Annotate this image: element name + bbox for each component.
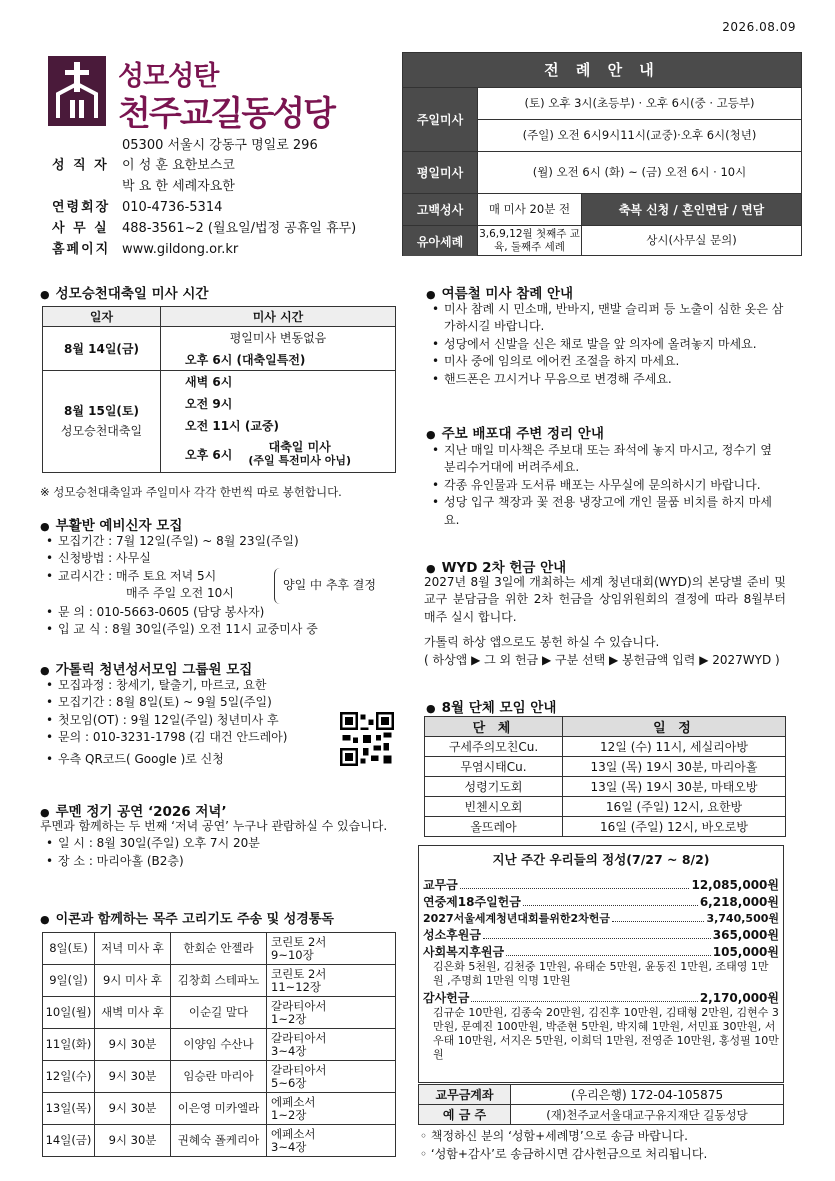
offer-detail-5: 김은화 5천원, 김천중 1만원, 유태순 5만원, 윤동진 1만원, 조태영 1만원 ,주명희 1만원 익명 1만원 (433, 960, 769, 988)
reading-chapter: 11~12장 (271, 979, 322, 994)
rosary-cell: 8일(토) (43, 933, 95, 965)
rosary-reading (267, 997, 396, 1029)
rosary-reading (267, 1125, 396, 1157)
rosary-cell: 이양임 수산나 (171, 1029, 267, 1061)
reading-book: 에페소서 (271, 1094, 316, 1109)
website-link[interactable]: www.gildong.or.kr (122, 242, 239, 257)
group-cell: 성령기도회 (425, 777, 563, 797)
weekday-mass: (월) 오전 6시 (화) ~ (금) 오전 6시 · 10시 (477, 152, 801, 193)
church-name: 천주교길동성당 (118, 94, 334, 134)
s2-line-3c: 양일 中 추후 결정 (274, 568, 376, 604)
offer-val-6: 2,170,000원 (699, 990, 779, 1005)
d2-time-c: 오전 11시 (교중) (161, 415, 396, 437)
offering-summary (418, 845, 784, 1083)
s4-line-1: • 일 시 : 8월 30일(주일) 오후 7시 20분 (46, 835, 400, 852)
s6-line-1: • 미사 참례 시 민소매, 반바지, 맨발 슬리퍼 등 노출이 심한 옷은 삼가하시길 바랍니다. (432, 301, 786, 336)
reading-chapter: 1~2장 (271, 1011, 307, 1026)
reading-chapter: 1~2장 (271, 1107, 307, 1122)
group-cell: 무염시태Cu. (425, 757, 563, 777)
s8-desc: 2027년 8월 3일에 개최하는 세계 청년대회(WYD)의 본당별 준비 및 교구 분담금을 위한 2차 헌금을 상임위원회의 결정에 따라 8월부터 매주 실시 합니다. (424, 575, 786, 624)
reading-book: 갈라티아서 (271, 998, 327, 1013)
s3-line-2: • 모집기간 : 8월 8일(토) ~ 9월 5일(주일) (46, 694, 346, 711)
s2-line-3b: 매주 주일 오전 10시 (126, 586, 234, 601)
d2-time-d: 오후 6시 (185, 447, 233, 462)
account-label: 교무금계좌 (419, 1085, 511, 1105)
rosary-cell: 9시 미사 후 (95, 965, 171, 997)
s2-line-4: • 문 의 : 010-5663-0605 (담당 봉사자) (46, 604, 406, 621)
s8-steps: ( 하상앱 ▶ 그 외 헌금 ▶ 구분 선택 ▶ 봉헌금액 입력 ▶ 2027WYD ) (424, 652, 780, 667)
offer-item-4: 성소후원금 (423, 928, 481, 942)
liturgy-schedule-box (402, 52, 802, 256)
council-label: 연령회장 (52, 200, 111, 215)
s5-title: ● 이콘과 함께하는 목주 고리기도 주송 및 성경통독 (40, 908, 334, 927)
rosary-cell: 임승란 마리아 (171, 1061, 267, 1093)
d2-time-b: 오전 9시 (161, 393, 396, 415)
reading-book: 갈라티아서 (271, 1062, 327, 1077)
infant-baptism-label: 유아세례 (403, 226, 477, 256)
s1-note: ※ 성모승천대축일과 주일미사 각각 한번씩 따로 봉헌합니다. (40, 485, 342, 499)
council-phone: 010-4736-5314 (122, 200, 223, 215)
d2-sub: 성모승천대축일 (60, 423, 143, 438)
s4-line-2: • 장 소 : 마리아홀 (B2층) (46, 853, 400, 870)
rosary-cell: 14일(금) (43, 1125, 95, 1157)
confession-time: 매 미사 20분 전 (477, 194, 581, 225)
reading-book: 코린토 2서 (271, 934, 327, 949)
title-small: 성모성탄 (118, 61, 219, 92)
s2-line-5: • 입 교 식 : 8월 30일(주일) 오전 11시 교중미사 중 (46, 621, 406, 638)
s8-title: ● WYD 2차 헌금 안내 (426, 556, 566, 576)
d1-date: 8월 14일(금) (43, 327, 161, 371)
rosary-reading (267, 965, 396, 997)
infant-baptism-time: 3,6,9,12월 첫째주 교육, 둘째주 세례 (477, 226, 581, 256)
group-cell: 13일 (목) 19시 30분, 마태오방 (563, 777, 786, 797)
s2-line-1: • 모집기간 : 7월 12일(주일) ~ 8월 23일(주일) (46, 533, 406, 550)
offer-val-5: 105,000원 (712, 945, 779, 959)
s2-line-2: • 신청방법 : 사무실 (46, 550, 406, 567)
account-note-2: ◦ ‘성함+감사’로 송금하시면 감사헌금으로 처리됩니다. (420, 1147, 708, 1161)
offer-item-3: 2027서울세계청년대회를위한2차헌금 (423, 912, 611, 925)
group-cell: 16일 (주일) 12시, 바오로방 (563, 817, 786, 837)
sunday-mass-label: 주일미사 (403, 88, 477, 151)
s8-app: 가톨릭 하상 앱으로도 봉헌 하실 수 있습니다. (424, 635, 660, 650)
offer-val-3: 3,740,500원 (706, 912, 779, 925)
rosary-cell: 9일(일) (43, 965, 95, 997)
table-row (425, 817, 786, 837)
s7-title: ● 주보 배포대 주변 정리 안내 (426, 422, 604, 442)
confession-label: 고백성사 (403, 194, 477, 225)
office-label: 사 무 실 (52, 221, 109, 236)
s7-line-3: • 성당 입구 책장과 꽃 전용 냉장고에 개인 물품 비치를 하지 마세요. (432, 494, 786, 529)
reading-book: 갈라티아서 (271, 1030, 327, 1045)
sunday-mass-sat: (토) 오후 3시(초등부) · 오후 6시(중 · 고등부) (477, 88, 801, 119)
s7-line-2: • 각종 유인물과 도서류 배포는 사무실에 문의하시기 바랍니다. (432, 477, 786, 494)
account-table (418, 1084, 784, 1125)
table-row (43, 933, 396, 965)
rosary-cell: 이순길 말다 (171, 997, 267, 1029)
offer-val-2: 6,218,000원 (699, 895, 779, 909)
rosary-cell: 9시 30분 (95, 1061, 171, 1093)
table-row (43, 1029, 396, 1061)
group-cell: 빈첸시오회 (425, 797, 563, 817)
s3-line-5: • 우측 QR코드( Google )로 신청 (46, 751, 346, 768)
sunday-mass-sun: (주일) 오전 6시9시11시(교중)·오후 6시(청년) (477, 119, 801, 151)
col-schedule: 일 정 (563, 717, 786, 737)
assumption-mass-table (42, 306, 396, 473)
d2-vigil: 대축일 미사 (268, 440, 331, 455)
d2-vigil-note: (주일 특전미사 아님) (248, 453, 352, 467)
s3-line-1: • 모집과정 : 창세기, 탈출기, 마르코, 요한 (46, 677, 346, 694)
priest-2: 박 요 한 세례자요한 (122, 179, 235, 194)
offer-val-1: 12,085,000원 (691, 878, 779, 892)
holder-name: (재)천주교서울대교구유지재단 길동성당 (511, 1105, 784, 1125)
rosary-cell: 김창희 스테파노 (171, 965, 267, 997)
rosary-reading (267, 1029, 396, 1061)
s7-line-1: • 지난 매일 미사책은 주보대 또는 좌석에 놓지 마시고, 정수기 옆 분리수거대에 버려주세요. (432, 442, 786, 477)
rosary-cell: 9시 30분 (95, 1093, 171, 1125)
table-row (425, 737, 786, 757)
address: 05300 서울시 강동구 명일로 296 (122, 138, 318, 153)
offer-val-4: 365,000원 (712, 928, 779, 942)
qr-code-icon[interactable] (340, 712, 394, 766)
s3-line-3: • 첫모임(OT) : 9월 12일(주일) 청년미사 후 (46, 712, 346, 729)
rosary-reading (267, 1061, 396, 1093)
consult-label: 축복 신청 / 혼인면담 / 면담 (581, 194, 801, 225)
weekday-mass-label: 평일미사 (403, 152, 477, 193)
rosary-cell: 권혜숙 폴케리아 (171, 1125, 267, 1157)
group-cell: 올뜨레아 (425, 817, 563, 837)
cross-church-logo-icon (48, 56, 106, 126)
table-row (43, 965, 396, 997)
reading-chapter: 9~10장 (271, 947, 314, 962)
group-cell: 구세주의모친Cu. (425, 737, 563, 757)
rosary-reading (267, 1093, 396, 1125)
rosary-cell: 12일(수) (43, 1061, 95, 1093)
offer-item-2: 연중제18주일헌금 (423, 895, 521, 909)
table-row (425, 757, 786, 777)
table-row (43, 1061, 396, 1093)
group-meeting-table (424, 716, 786, 837)
d1-time: 오후 6시 (대축일특전) (161, 349, 396, 371)
infant-baptism-inquiry: 상시(사무실 문의) (581, 226, 801, 256)
rosary-table (42, 932, 396, 1157)
table-row (425, 777, 786, 797)
offer-item-6: 감사헌금 (423, 990, 470, 1005)
offering-title: 지난 주간 우리들의 정성(7/27 ~ 8/2) (492, 852, 710, 867)
account-note-1: ◦ 책정하신 분의 ‘성함+세례명’으로 송금 바랍니다. (420, 1129, 688, 1143)
rosary-cell: 10일(월) (43, 997, 95, 1029)
holder-label: 예 금 주 (419, 1105, 511, 1125)
rosary-cell: 한회순 안젤라 (171, 933, 267, 965)
s6-title: ● 여름철 미사 참례 안내 (426, 282, 573, 302)
col-date: 일자 (43, 307, 161, 327)
s3-line-4: • 문의 : 010-3231-1798 (김 대건 안드레아) (46, 729, 346, 746)
table-row (43, 1093, 396, 1125)
rosary-cell: 13일(목) (43, 1093, 95, 1125)
s2-title: ● 부활반 예비신자 모집 (40, 514, 182, 534)
rosary-cell: 9시 30분 (95, 1029, 171, 1061)
s6-line-2: • 성당에서 신발을 신은 채로 발을 앞 의자에 올려놓지 마세요. (432, 336, 786, 353)
rosary-reading (267, 933, 396, 965)
office-phone: 488-3561~2 (월요일/법정 공휴일 휴무) (122, 221, 357, 236)
reading-book: 에페소서 (271, 1126, 316, 1141)
s4-desc: 루멘과 함께하는 두 번째 ‘저녁 공연’ 누구나 관람하실 수 있습니다. (40, 819, 388, 833)
rosary-cell: 새벽 미사 후 (95, 997, 171, 1029)
s3-title: ● 가톨릭 청년성서모임 그룹원 모집 (40, 658, 252, 678)
group-cell: 13일 (목) 19시 30분, 마리아홀 (563, 757, 786, 777)
col-group: 단 체 (425, 717, 563, 737)
table-row (43, 1125, 396, 1157)
s9-title: ● 8월 단체 모임 안내 (426, 696, 556, 716)
rosary-cell: 9시 30분 (95, 1125, 171, 1157)
rosary-cell: 저녁 미사 후 (95, 933, 171, 965)
s6-line-4: • 핸드폰은 끄시거나 무음으로 변경해 주세요. (432, 371, 786, 388)
table-row (425, 797, 786, 817)
reading-chapter: 5~6장 (271, 1075, 307, 1090)
offer-detail-6: 김규순 10만원, 김종숙 20만원, 김진후 10만원, 김태형 2만원, 김현수 3만원, 문예진 100만원, 박준현 5만원, 박지혜 1만원, 서민표 30만원, 서우태 10만원, 서지은 5만원, 이희덕 1만원, 전영준 10만원, 홍성필 10만원 (433, 1005, 779, 1062)
reading-chapter: 3~4장 (271, 1043, 307, 1058)
d2-date: 8월 15일(토) (64, 404, 139, 419)
reading-chapter: 3~4장 (271, 1139, 307, 1154)
col-mass: 미사 시간 (161, 307, 396, 327)
group-cell: 16일 (주일) 12시, 요한방 (563, 797, 786, 817)
web-label: 홈페이지 (52, 242, 111, 257)
staff-label: 성 직 자 (52, 158, 109, 173)
s1-title: ● 성모승천대축일 미사 시간 (40, 282, 208, 302)
account-number[interactable]: (우리은행) 172-04-105875 (511, 1085, 784, 1105)
d2-time-a: 새벽 6시 (161, 371, 396, 393)
s2-line-3: • 교리시간 : 매주 토요 저녁 5시 (46, 568, 406, 585)
table-row (43, 997, 396, 1029)
priest-1: 이 성 훈 요한보스코 (122, 158, 235, 173)
offer-item-5: 사회복지후원금 (423, 945, 505, 959)
s6-line-3: • 미사 중에 임의로 에어컨 조절을 하지 마세요. (432, 353, 786, 370)
schedule-title: 전 례 안 내 (403, 53, 801, 87)
group-cell: 12일 (수) 11시, 세실리아방 (563, 737, 786, 757)
bulletin-date: 2026.08.09 (722, 20, 796, 34)
d1-note: 평일미사 변동없음 (161, 327, 396, 349)
rosary-cell: 11일(화) (43, 1029, 95, 1061)
offer-item-1: 교무금 (423, 878, 458, 892)
reading-book: 코린토 2서 (271, 966, 327, 981)
s4-title: ● 루멘 정기 공연 ‘2026 저녁’ (40, 800, 227, 820)
rosary-cell: 이은영 미카엘라 (171, 1093, 267, 1125)
